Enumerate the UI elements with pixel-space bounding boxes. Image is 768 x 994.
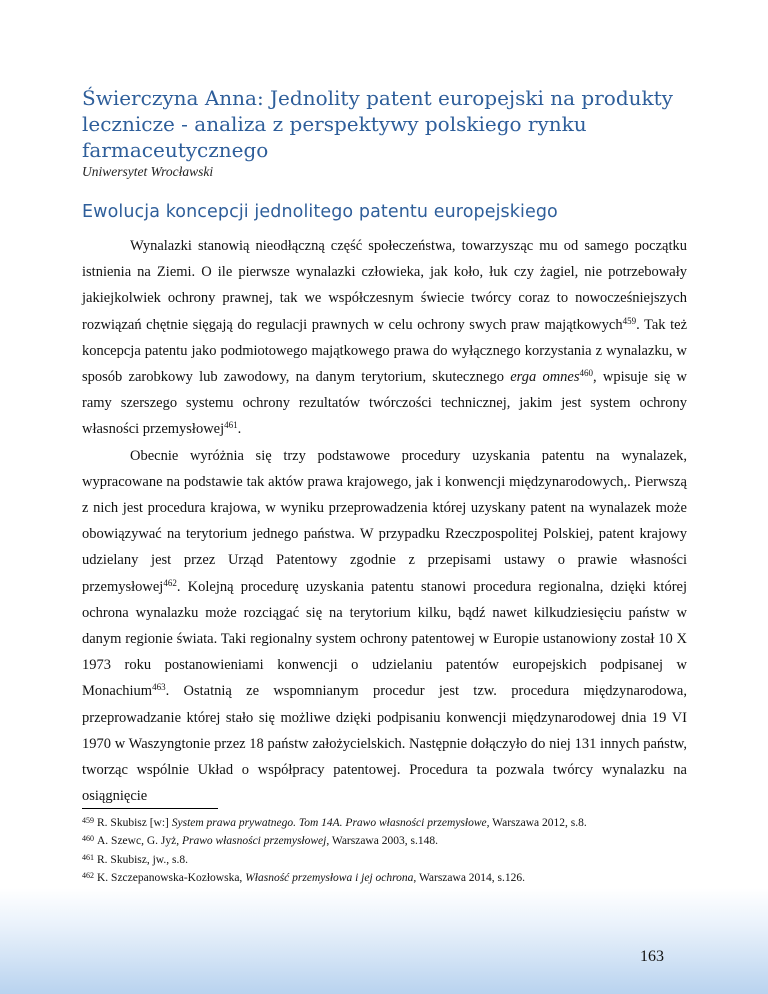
paragraph-2-text: Obecnie wyróżnia się trzy podstawowe procedury uzyskania patentu na wynalazek, wypracowane na podstawie tak aktów prawa krajowego, jak i konwencji międzynarodowych,. Pierwszą z nich jest procedura krajowa, w wyniku przeprowadzenia której uzyskany patent na wynalazek może obowiązywać na terytorium jednego państwa. W przypadku Rzeczpospolitej Polskiej, patent krajowy udzielany jest przez Urząd Patentowy zgodnie z przepisami ustawy o prawie własności przemysłowej — [82, 447, 687, 595]
footnote — [82, 831, 692, 849]
latin-term: erga omnes — [510, 369, 580, 386]
paragraph-1-text: . — [237, 421, 242, 438]
footnote — [82, 850, 692, 868]
footnote-text: A. Szewc, G. Jyż, — [97, 835, 182, 848]
paragraph-1-text: Wynalazki stanowią nieodłączną część społeczeństwa, towarzysząc mu od samego początku istnienia na Ziemi. O ile pierwsze wynalazki człowieka, jak koło, łuk czy żagiel, nie potrzebowały jakiejkolwiek ochrony prawnej, tak we współczesnym świecie twórcy coraz to nowocześniejszych rozwiązań chętnie sięgają do regulacji prawnych w celu ochrony swych praw majątkowych — [82, 238, 687, 333]
article-title: Świerczyna Anna: Jednolity patent europejski na produkty lecznicze - analiza z perspektywy polskiego rynku farmaceutycznego — [82, 86, 673, 162]
paragraph-2-text: . Kolejną procedurę uzyskania patentu stanowi procedura regionalna, dzięki której ochrona wynalazku może rozciągać się na terytorium kilku, bądź nawet kilkudziesięciu państw w danym regionie świata. Taki regionalny system ochrony patentowej w Europie ustanowiony został 10 X 1973 roku postanowieniami konwencji o udzielaniu patentów europejskich podpisanej w Monachium — [82, 578, 687, 700]
footnote-number: 462 — [82, 871, 94, 881]
body-text — [82, 233, 687, 809]
footnote-title: System prawa prywatnego. Tom 14A. Prawo własności przemysłowe, — [171, 817, 490, 829]
paragraph-2-text: . Ostatnią ze wspomnianym procedur jest tzw. procedura międzynarodowa, przeprowadzanie której stało się możliwe dzięki podpisaniu konwencji międzynarodowej dnia 19 VI 1970 w Waszyngtonie przez 18 państw założycielskich. Następnie dołączyło do niej 131 innych państw, tworząc wspólnie Układ o współpracy patentowej. Procedura ta pozwala twórcy wynalazku na osiągnięcie — [82, 683, 687, 805]
footnote-ref-460: 460 — [579, 368, 594, 379]
page-number: 163 — [640, 948, 664, 965]
paragraph-2 — [82, 443, 687, 810]
paragraph-1 — [82, 233, 687, 443]
footnote-title: Własność przemysłowa i jej ochrona — [245, 872, 414, 885]
footnote — [82, 868, 692, 886]
author-affiliation: Uniwersytet Wrocławski — [82, 164, 214, 179]
footnote-ref-459: 459 — [622, 315, 637, 326]
footnote-text: , Warszawa 2003, s.148. — [326, 835, 438, 848]
section-heading: Ewolucja koncepcji jednolitego patentu europejskiego — [82, 202, 558, 222]
footnote-text: R. Skubisz [w:] — [97, 817, 172, 829]
footnote-separator — [82, 808, 218, 809]
footnote-ref-463: 463 — [152, 682, 166, 693]
footnote-title: Prawo własności przemysłowej — [181, 835, 327, 848]
footnote-number: 459 — [82, 816, 94, 825]
footnote-number: 460 — [82, 834, 94, 844]
footnote-ref-461: 461 — [224, 420, 238, 431]
footnote — [82, 813, 692, 831]
footnote-text: K. Szczepanowska-Kozłowska, — [97, 872, 246, 885]
footer-band — [0, 888, 768, 994]
footnote-text: , Warszawa 2014, s.126. — [413, 872, 526, 885]
footnote-text: Warszawa 2012, s.8. — [489, 817, 587, 829]
footnote-number: 461 — [82, 852, 94, 862]
footnote-ref-462: 462 — [163, 577, 177, 588]
paragraph-1-text: . Tak też koncepcja patentu jako podmiotowego majątkowego prawa do wyłącznego korzystania z wynalazku, w sposób zarobkowy lub zawodowy, na danym terytorium, skutecznego — [82, 316, 687, 386]
footnote-text: R. Skubisz, jw., s.8. — [97, 853, 188, 866]
paragraph-1-text: , wpisuje się w ramy szerszego systemu ochrony rezultatów twórczości technicznej, jakim jest system ochrony własności przemysłowej — [82, 369, 688, 438]
